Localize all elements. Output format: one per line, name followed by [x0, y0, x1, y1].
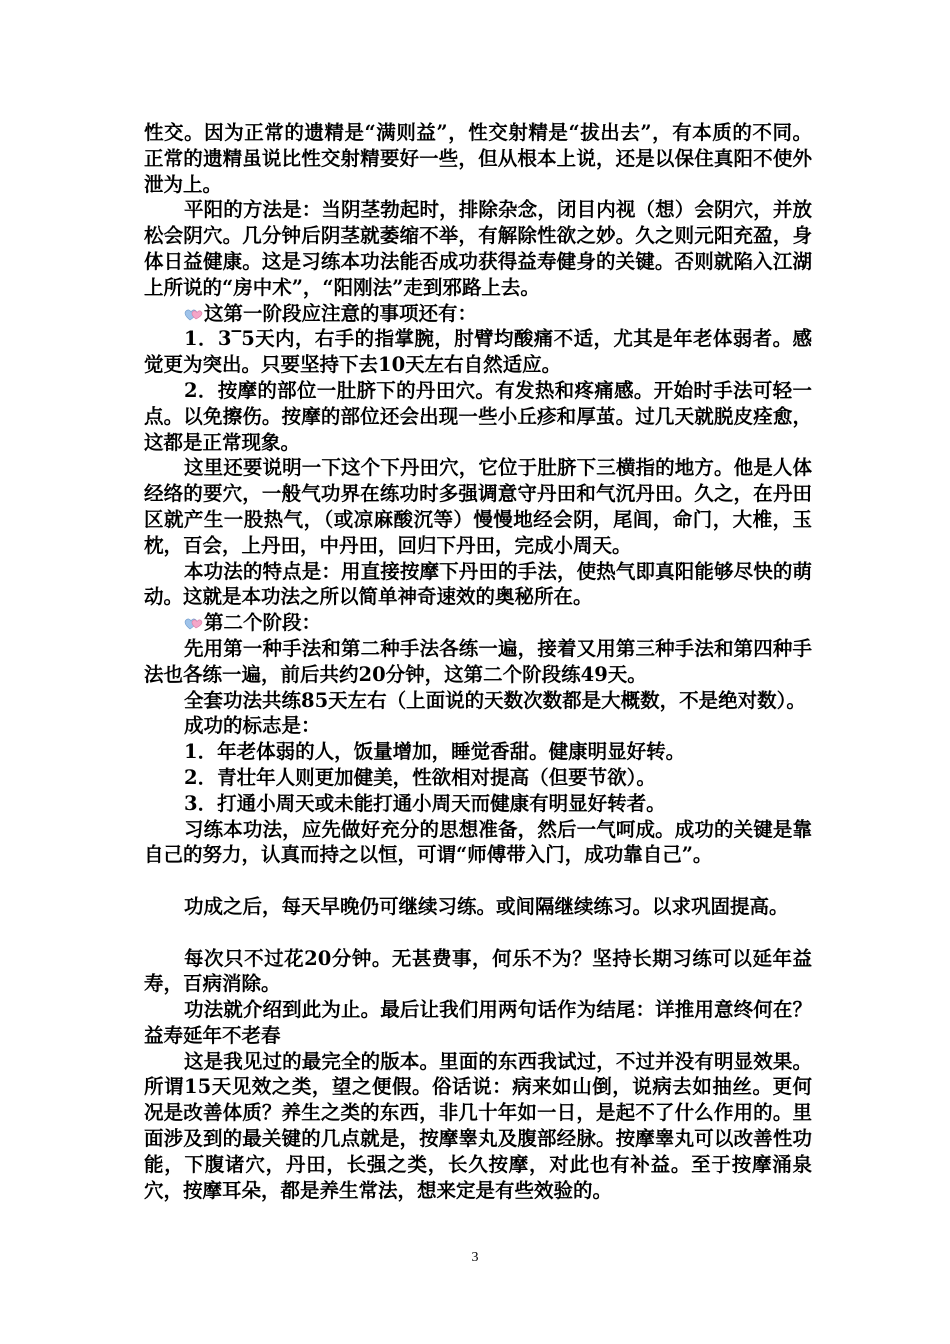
list-item: 3．打通小周天或未能打通小周天而健康有明显好转者。	[184, 791, 666, 815]
paragraph: 成功的标志是：	[184, 714, 321, 738]
paragraph: 本功法的特点是：用直接按摩下丹田的手法，使热气即真阳能够尽快的萌动。这就是本功法之所以简单神奇速效的奥秘所在。	[144, 559, 812, 609]
paragraph: 功成之后，每天早晚仍可继续习练。或间隔继续练习。以求巩固提高。	[184, 894, 789, 918]
section-heading-text: 这第一阶段应注意的事项还有：	[204, 301, 478, 325]
paragraph: 每次只不过花20分钟。无甚费事，何乐不为？坚持长期习练可以延年益寿，百病消除。	[144, 946, 812, 996]
list-item: 2．青壮年人则更加健美，性欲相对提高（但要节欲）。	[184, 765, 656, 789]
section-heading	[144, 610, 812, 636]
list-item: 2．按摩的部位一肚脐下的丹田穴。有发热和疼痛感。开始时手法可轻一点。以免擦伤。按摩的部位还会出现一些小丘疹和厚茧。过几天就脱皮痊愈，这都是正常现象。	[144, 378, 812, 454]
section-heading-text: 第二个阶段：	[204, 611, 322, 635]
paragraph: 这是我见过的最完全的版本。里面的东西我试过，不过并没有明显效果。所谓15天见效之类，望之便假。俗话说：病来如山倒，说病去如抽丝。更何况是改善体质？养生之类的东西，非几十年如一日，是起不了什么作用的。里面涉及到的最关键的几点就是，按摩睾丸及腹部经脉。按摩睾丸可以改善性功能，下腹诸穴，丹田，长强之类，长久按摩，对此也有补益。至于按摩涌泉穴，按摩耳朵，都是养生常法，想来定是有些效验的。	[144, 1049, 812, 1202]
page-number: 3	[471, 1250, 479, 1265]
heart-icon	[184, 306, 204, 322]
section-heading	[144, 301, 812, 327]
list-item: 1．3‾5天内，右手的指掌腕，肘臂均酸痛不适，尤其是年老体弱者。感觉更为突出。只要坚持下去10天左右自然适应。	[144, 327, 812, 377]
paragraph: 先用第一种手法和第二种手法各练一遍，接着又用第三种手法和第四种手法也各练一遍，前后共约20分钟，这第二个阶段练49天。	[144, 636, 812, 686]
paragraph: 习练本功法，应先做好充分的思想准备，然后一气呵成。成功的关键是靠自己的努力，认真而持之以恒，可谓“师傅带入门，成功靠自己”。	[144, 817, 812, 867]
paragraph: 这里还要说明一下这个下丹田穴，它位于肚脐下三横指的地方。他是人体经络的要穴，一般气功界在练功时多强调意守丹田和气沉丹田。久之，在丹田区就产生一股热气，（或凉麻酸沉等）慢慢地经会阴，尾闾，命门，大椎，玉枕，百会，上丹田，中丹田，回归下丹田，完成小周天。	[144, 456, 812, 557]
list-item: 1．年老体弱的人，饭量增加，睡觉香甜。健康明显好转。	[184, 740, 686, 764]
paragraph: 性交。因为正常的遗精是“满则益”，性交射精是“拔出去”，有本质的不同。正常的遗精虽说比性交射精要好一些，但从根本上说，还是以保住真阳不使外泄为上。	[144, 121, 812, 196]
paragraph: 全套功法共练85天左右（上面说的天数次数都是大概数，不是绝对数）。	[184, 688, 806, 712]
heart-icon	[184, 615, 204, 631]
blank-line	[144, 920, 812, 946]
paragraph: 平阳的方法是：当阴茎勃起时，排除杂念，闭目内视（想）会阴穴，并放松会阴穴。几分钟后阴茎就萎缩不举，有解除性欲之妙。久之则元阳充盈，身体日益健康。这是习练本功法能否成功获得益寿健身的关键。否则就陷入江湖上所说的“房中术”，“阳刚法”走到邪路上去。	[144, 198, 812, 299]
paragraph: 功法就介绍到此为止。最后让我们用两句话作为结尾：详推用意终何在？益寿延年不老春	[144, 998, 812, 1047]
blank-line	[144, 868, 812, 894]
document-body	[144, 120, 812, 1203]
